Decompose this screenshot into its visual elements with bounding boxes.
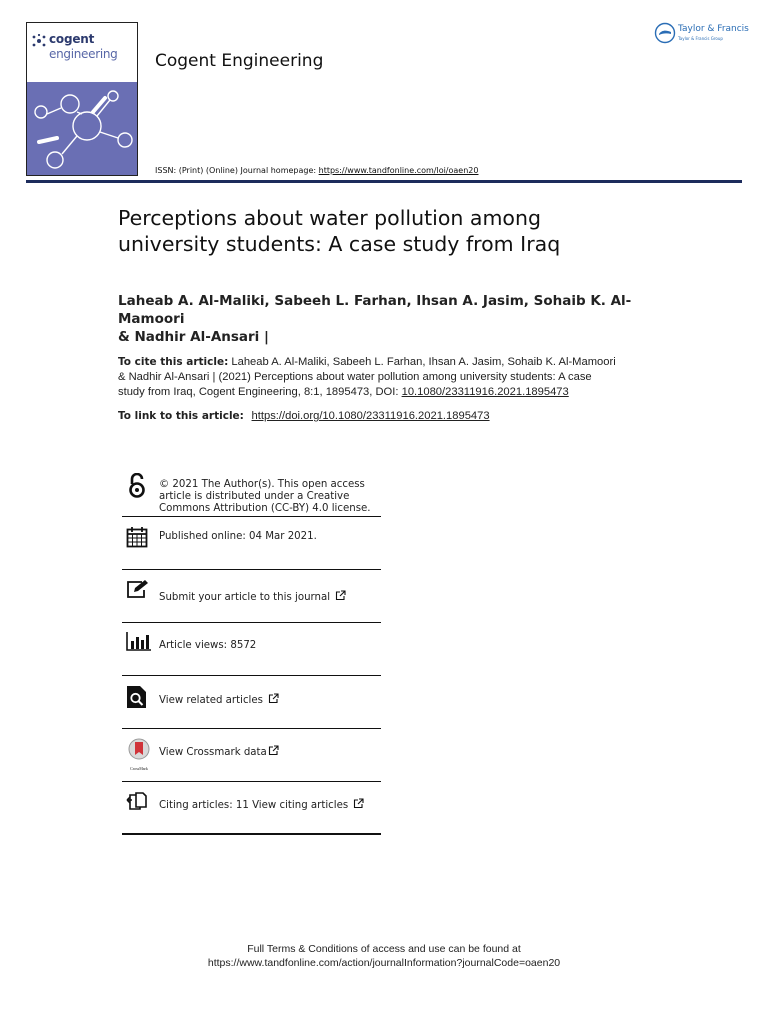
related-row[interactable] — [122, 676, 381, 729]
license-row — [122, 466, 381, 517]
issn-text: ISSN: (Print) (Online) Journal homepage: — [155, 166, 319, 175]
citation-line1: Laheab A. Al-Maliki, Sabeeh L. Farhan, Ihsan A. Jasim, Sohaib K. Al-Mamoori — [228, 356, 616, 368]
authors-line1: Laheab A. Al-Maliki, Sabeeh L. Farhan, Ihsan A. Jasim, Sohaib K. Al-Mamoori — [118, 293, 632, 327]
publisher-logo — [654, 22, 749, 48]
taylor-francis-icon — [654, 22, 676, 44]
article-info-list — [122, 466, 381, 835]
footer-line1: Full Terms & Conditions of access and use can be found at — [247, 943, 521, 955]
submit-article-link[interactable] — [159, 590, 346, 604]
article-link-label: To link to this article: — [118, 410, 248, 422]
citing-articles-icon — [126, 791, 150, 813]
submit-article-label: Submit your article to this journal — [159, 592, 331, 603]
article-authors — [118, 292, 678, 346]
edit-icon — [126, 579, 150, 599]
bar-chart-icon — [126, 631, 152, 651]
footer-terms — [0, 942, 768, 970]
published-date: Published online: 04 Mar 2021. — [159, 531, 317, 542]
header-rule — [26, 180, 742, 183]
citing-articles-label: Citing articles: 11 View citing articles — [159, 800, 349, 811]
citation-line2: & Nadhir Al-Ansari | (2021) Perceptions about water pollution among university students: A case — [118, 371, 592, 383]
citation-block — [118, 355, 678, 400]
article-title-line2: university students: A case study from Iraq — [118, 232, 561, 256]
journal-cover — [26, 22, 138, 176]
footer-terms-url[interactable]: https://www.tandfonline.com/action/journalInformation?journalCode=oaen20 — [207, 957, 561, 969]
authors-line2: & Nadhir Al-Ansari | — [118, 329, 269, 345]
cover-brand-line1: cogent — [49, 32, 95, 46]
publisher-name: Taylor & Francis — [678, 24, 749, 34]
citation-line3: study from Iraq, Cogent Engineering, 8:1, 1895473, DOI: — [118, 386, 402, 398]
citation-label: To cite this article: — [118, 356, 229, 368]
article-link-line — [118, 410, 490, 422]
external-link-icon — [268, 745, 279, 756]
article-doi-url[interactable]: https://doi.org/10.1080/23311916.2021.1895473 — [251, 410, 490, 422]
crossmark-icon — [126, 738, 152, 766]
crossmark-row[interactable] — [122, 729, 381, 782]
license-line2: article is distributed under a Creative — [159, 491, 350, 502]
calendar-icon — [126, 526, 148, 548]
crossmark-data-link[interactable] — [159, 745, 279, 759]
article-views: Article views: 8572 — [159, 640, 257, 651]
citing-articles-link[interactable] — [159, 798, 364, 812]
citation-doi-link[interactable]: 10.1080/23311916.2021.1895473 — [401, 386, 569, 398]
license-line1: © 2021 The Author(s). This open access — [159, 479, 365, 490]
external-link-icon — [353, 798, 364, 809]
views-row — [122, 623, 381, 676]
open-access-icon — [126, 473, 148, 499]
citing-row[interactable] — [122, 782, 381, 835]
article-title — [118, 205, 678, 257]
journal-name: Cogent Engineering — [155, 51, 324, 71]
crossmark-data-label: View Crossmark data — [159, 747, 267, 758]
publisher-group: Taylor & Francis Group — [678, 36, 723, 41]
external-link-icon — [335, 590, 346, 601]
journal-homepage-link[interactable]: https://www.tandfonline.com/loi/oaen20 — [318, 166, 479, 175]
issn-line — [155, 166, 478, 175]
related-articles-label: View related articles — [159, 695, 263, 706]
submit-row[interactable] — [122, 570, 381, 623]
published-row — [122, 517, 381, 570]
cogent-logo-icon — [32, 34, 46, 48]
license-line3: Commons Attribution (CC-BY) 4.0 license. — [159, 503, 371, 514]
related-articles-link[interactable] — [159, 693, 279, 707]
article-title-line1: Perceptions about water pollution among — [118, 206, 541, 230]
cover-artwork — [27, 82, 137, 176]
external-link-icon — [268, 693, 279, 704]
cover-brand-line2: engineering — [49, 47, 118, 61]
crossmark-icon-label: CrossMark — [130, 766, 148, 771]
license-text — [159, 479, 371, 515]
document-search-icon — [126, 685, 148, 709]
